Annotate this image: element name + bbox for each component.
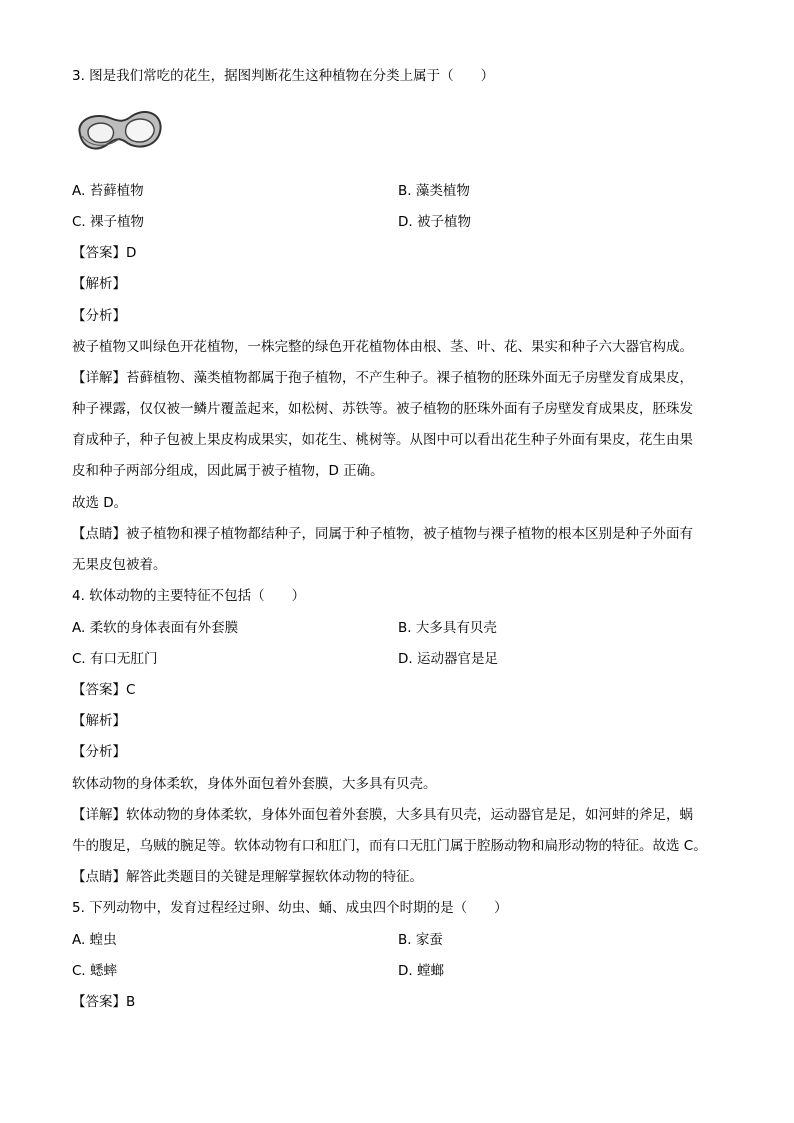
q3-comment-line: 【点睛】被子植物和裸子植物都结种子，同属于种子植物，被子植物与裸子植物的根本区别是种子外面有 [72, 526, 693, 542]
q4-comment: 【点睛】解答此类题目的关键是理解掌握软体动物的特征。 [72, 869, 423, 885]
q3-option-d: D. 被子植物 [398, 214, 471, 230]
q4-fenxi-text: 软体动物的身体柔软，身体外面包着外套膜，大多具有贝壳。 [72, 776, 437, 792]
q5-option-c: C. 蟋蟀 [72, 963, 118, 979]
q3-detail-line: 皮和种子两部分组成，因此属于被子植物，D 正确。 [72, 463, 384, 479]
q4-stem: 4. 软体动物的主要特征不包括（ ） [72, 588, 306, 604]
q5-option-d: D. 螳螂 [398, 963, 444, 979]
q4-analysis-heading: 【解析】 [72, 713, 126, 729]
q3-stem: 3. 图是我们常吃的花生，据图判断花生这种植物在分类上属于（ ） [72, 68, 495, 84]
q5-answer: 【答案】B [72, 994, 136, 1010]
q3-detail-line: 育成种子，种子包被上果皮构成果实，如花生、桃树等。从图中可以看出花生种子外面有果皮，花生由果 [72, 432, 693, 448]
q3-detail-line: 【详解】苔藓植物、藻类植物都属于孢子植物，不产生种子。裸子植物的胚珠外面无子房壁发育成果皮， [72, 370, 693, 386]
q3-detail-line: 种子裸露，仅仅被一鳞片覆盖起来，如松树、苏铁等。被子植物的胚珠外面有子房壁发育成果皮，胚珠发 [72, 401, 693, 417]
peanut-shell-icon [72, 106, 166, 156]
q3-option-c: C. 裸子植物 [72, 214, 145, 230]
q4-option-b: B. 大多具有贝壳 [398, 620, 497, 636]
q3-fenxi-text: 被子植物又叫绿色开花植物，一株完整的绿色开花植物体由根、茎、叶、花、果实和种子六大器官构成。 [72, 339, 693, 355]
q4-answer: 【答案】C [72, 682, 136, 698]
q3-comment-line: 无果皮包被着。 [72, 557, 167, 573]
q4-option-c: C. 有口无肛门 [72, 651, 158, 667]
q4-fenxi-heading: 【分析】 [72, 744, 126, 760]
q4-detail-line: 牛的腹足，乌贼的腕足等。软体动物有口和肛门，而有口无肛门属于腔肠动物和扁形动物的特征。故选 C。 [72, 838, 707, 854]
q3-answer: 【答案】D [72, 245, 137, 261]
q4-detail-line: 【详解】软体动物的身体柔软，身体外面包着外套膜，大多具有贝壳，运动器官是足，如河蚌的斧足，蜗 [72, 807, 693, 823]
q5-option-a: A. 蝗虫 [72, 932, 117, 948]
q3-fenxi-heading: 【分析】 [72, 308, 126, 324]
q3-analysis-heading: 【解析】 [72, 276, 126, 292]
q3-choose: 故选 D。 [72, 495, 128, 511]
q5-option-b: B. 家蚕 [398, 932, 443, 948]
q5-stem: 5. 下列动物中，发育过程经过卵、幼虫、蛹、成虫四个时期的是（ ） [72, 900, 508, 916]
q3-option-a: A. 苔藓植物 [72, 183, 144, 199]
q4-option-a: A. 柔软的身体表面有外套膜 [72, 620, 239, 636]
q3-option-b: B. 藻类植物 [398, 183, 470, 199]
q4-option-d: D. 运动器官是足 [398, 651, 498, 667]
